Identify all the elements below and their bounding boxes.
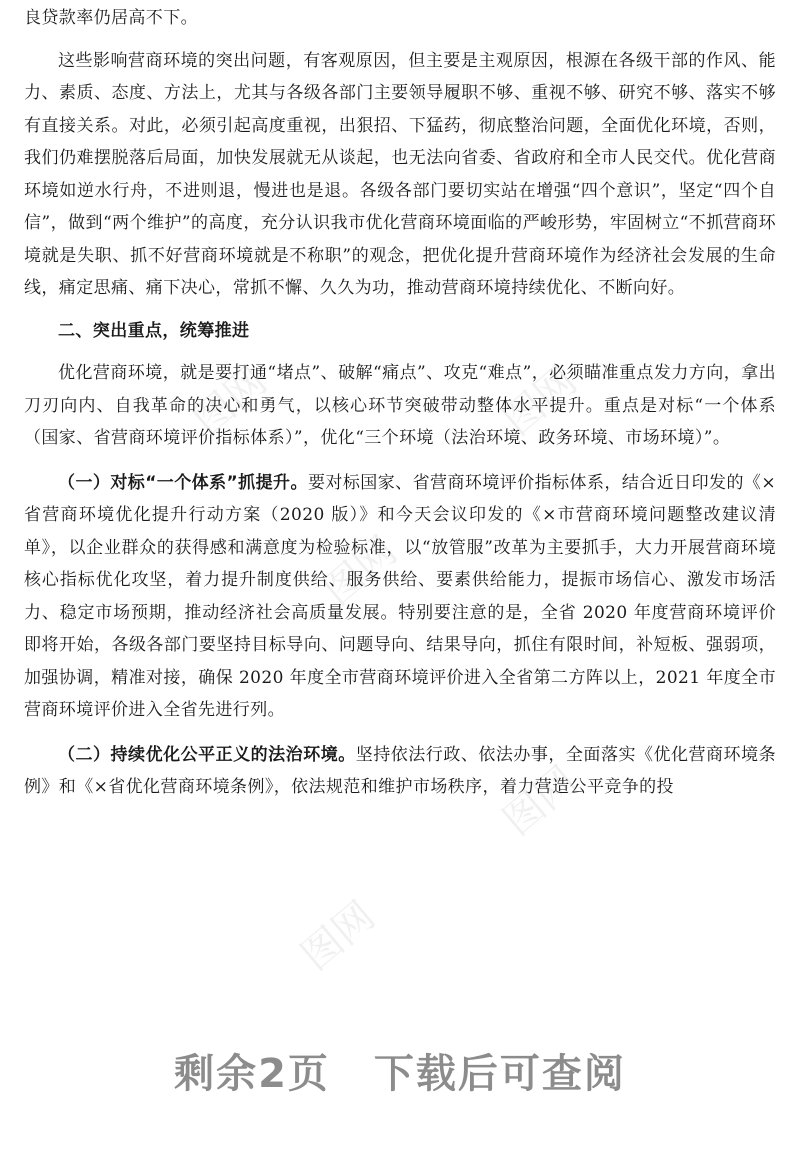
document-body <box>24 2 776 804</box>
download-hint-label: 下载后可查阅 <box>373 1051 626 1097</box>
remaining-pages-label: 剩余2页 <box>174 1051 330 1097</box>
item-two-text: 坚持依法行政、依法办事，全面落实《优化营商环境条例》和《×省优化营商环境条例》，依法规范和维护市场秩序，着力营造公平竞争的投 <box>24 744 776 797</box>
item-one-text: 要对标国家、省营商环境评价指标体系，结合近日印发的《×省营商环境优化提升行动方案（2020 版）》和今天会议印发的《×市营商环境问题整改建议清单》，以企业群众的获得感和满意度为检验标准，以“放管服”改革为主要抓手，大力开展营商环境核心指标优化攻坚，着力提升制度供给、服务供给、要素供给能力，提振市场信心、激发市场活力、稳定市场预期，推动经济社会高质量发展。特别要注意的是，全省 2020 年度营商环境评价即将开始，各级各部门要坚持目标导向、问题导向、结果导向，抓住有限时间，补短板、强弱项，加强协调，精准对接，确保 2020 年度全市营商环境评价进入全省第二方阵以上，2021 年度全市营商环境评价进入全省先进行列。 <box>24 472 776 720</box>
paragraph-item-two <box>24 739 776 804</box>
watermark-graphic: 图网 <box>292 892 384 980</box>
paragraph-continued: 良贷款率仍居高不下。 <box>24 8 198 28</box>
paragraph-problems-analysis: 这些影响营商环境的突出问题，有客观原因，但主要是主观原因，根源在各级干部的作风、能力、素质、态度、方法上，尤其与各级各部门主要领导履职不够、重视不够、研究不够、落实不够有直接关系。对此，必须引起高度重视，出狠招、下猛药，彻底整治问题，全面优化环境，否则，我们仍难摆脱落后局面，加快发展就无从谈起，也无法向省委、省政府和全市人民交代。优化营商环境如逆水行舟，不进则退，慢进也是退。各级各部门要切实站在增强“四个意识”，坚定“四个自信”，做到“两个维护”的高度，充分认识我市优化营商环境面临的严峻形势，牢固树立“不抓营商环境就是失职、抓不好营商环境就是不称职”的观念，把优化提升营商环境作为经济社会发展的生命线，痛定思痛、痛下决心，常抓不懈、久久为功，推动营商环境持续优化、不断向好。 <box>24 50 776 298</box>
watermark-graphic: 图网 <box>494 357 586 445</box>
download-prompt[interactable] <box>0 1042 800 1099</box>
watermark-graphic: 图网 <box>184 357 276 445</box>
item-one-lead: （一）对标“一个体系”抓提升。 <box>58 472 308 493</box>
watermark-graphic: 图网 <box>314 527 406 615</box>
paragraph-item-one <box>24 467 776 727</box>
section-heading: 二、突出重点，统筹推进 <box>58 320 250 341</box>
watermark-graphic: 图网 <box>494 757 586 845</box>
paragraph-key-points: 优化营商环境，就是要打通“堵点”、破解“痛点”、攻克“难点”，必须瞄准重点发力方向，拿出刀刃向内、自我革命的决心和勇气，以核心环节突破带动整体水平提升。重点是对标“一个体系（国家、省营商环境评价指标体系）”，优化“三个环境（法治环境、政务环境、市场环境）”。 <box>24 363 776 448</box>
item-two-lead: （二）持续优化公平正义的法治环境。 <box>58 744 356 765</box>
